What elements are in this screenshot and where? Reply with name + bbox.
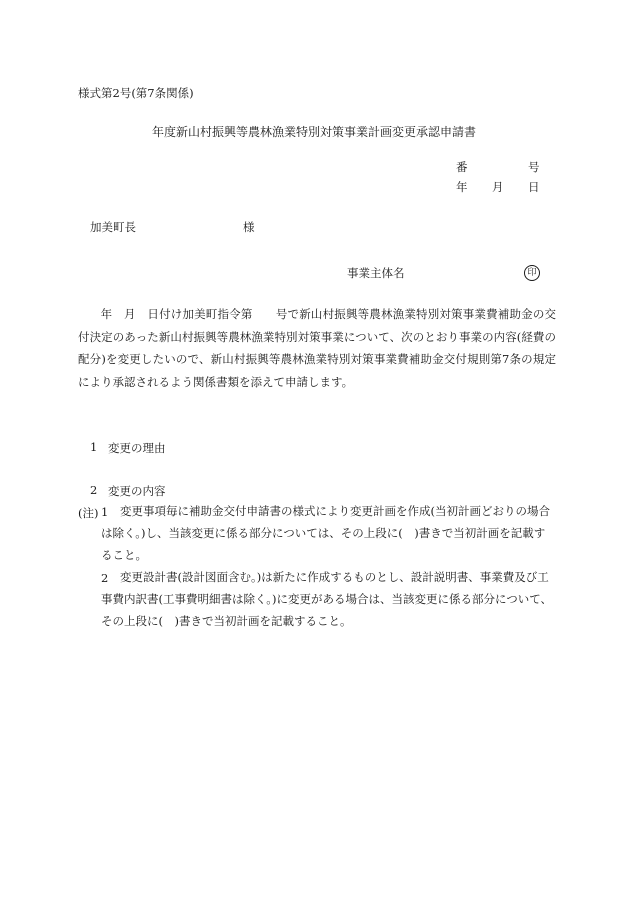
item-1-number: 1	[90, 440, 98, 454]
seal-mark: 印	[524, 265, 540, 281]
form-number: 様式第2号(第7条関係)	[78, 86, 194, 100]
note-2-text: 変更設計書(設計図面含む。)は新たに作成するものとし、設計説明書、事業費及び工事費内訳書(工事費明細書は除く。)に変更がある場合は、当該変更に係る部分について、その上段に( )書きで当初計画を記載すること。	[101, 570, 553, 628]
item-1-label: 変更の理由	[108, 441, 166, 455]
document-title: 年度新山村振興等農林漁業特別対策事業計画変更承認申請書	[152, 125, 477, 139]
note-2-number: 2	[101, 571, 109, 585]
document-number-go: 号	[528, 160, 540, 174]
application-body-text: 年 月 日付け加美町指令第 号で新山村振興等農林漁業特別対策事業費補助金の交付決定のあった新山村振興等農林漁業特別対策事業について、次のとおり事業の内容(経費の配分)を変更したいので、新山村振興等農林漁業特別対策事業費補助金交付規則第7条の規定により承認されるよう関係書類を添えて申請します。	[78, 307, 556, 389]
note-1-text: 変更事項毎に補助金交付申請書の様式により変更計画を作成(当初計画どおりの場合は除く。)し、当該変更に係る部分については、その上段に( )書きで当初計画を記載すること。	[101, 504, 550, 562]
addressee-honorific: 様	[243, 220, 255, 234]
date-day: 日	[528, 180, 540, 194]
notes-prefix: (注)	[78, 506, 99, 520]
document-number-ban: 番	[456, 160, 468, 174]
item-2-label: 変更の内容	[108, 484, 166, 498]
applicant-seal	[524, 264, 540, 281]
date-month: 月	[492, 180, 504, 194]
date-year: 年	[456, 180, 468, 194]
note-1-number: 1	[101, 505, 109, 519]
addressee-name: 加美町長	[90, 220, 136, 234]
applicant-label: 事業主体名	[347, 266, 405, 280]
item-2-number: 2	[90, 483, 98, 497]
